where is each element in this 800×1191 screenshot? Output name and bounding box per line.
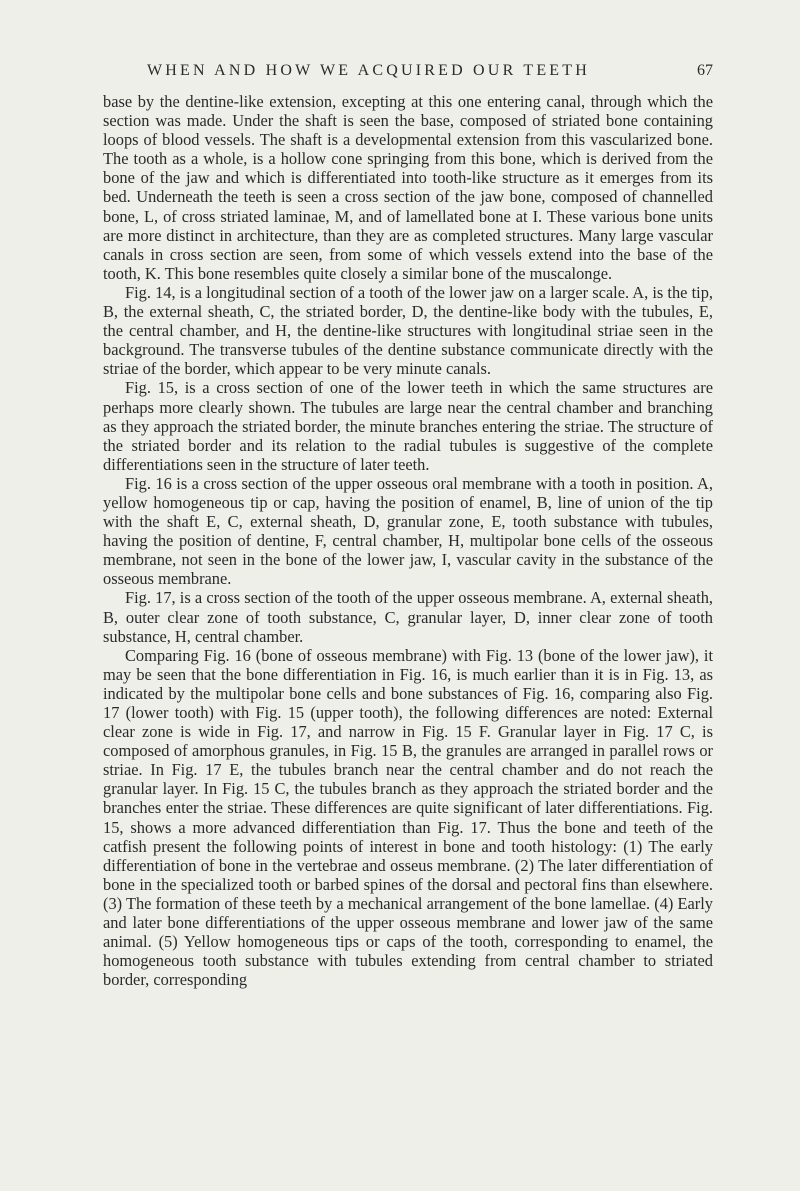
paragraph-fig-15: Fig. 15, is a cross section of one of the lower teeth in which the same structures are perhaps more clearly shown. The tubules are large near the central chamber and branching as they approach the striated border, the minute branches entering the striae. The structure of the striated border and its relation to the radial tubules is suggestive of the complete differentiations seen in the structure of later teeth.	[103, 378, 713, 474]
paragraph-fig-14: Fig. 14, is a longitudinal section of a tooth of the lower jaw on a larger scale. A, is the tip, B, the external sheath, C, the striated border, D, the dentine-like body with the tubules, E, the central chamber, and H, the dentine-like structures with longitudinal striae seen in the background. The transverse tubules of the dentine substance communicate directly with the striae of the border, which appear to be very minute canals.	[103, 282, 713, 379]
running-title: WHEN AND HOW WE ACQUIRED OUR TEETH	[147, 62, 590, 79]
page-header	[103, 62, 713, 92]
paragraph-fig-17: Fig. 17, is a cross section of the tooth of the upper osseous membrane. A, external sheath, B, outer clear zone of tooth substance, C, granular layer, D, inner clear zone of tooth substance, H, central chamber.	[103, 588, 713, 646]
paragraph-fig-16: Fig. 16 is a cross section of the upper osseous oral membrane with a tooth in position. A, yellow homogeneous tip or cap, having the position of enamel, B, line of union of the tip with the shaft E, C, external sheath, D, granular zone, E, tooth substance with tubules, having the position of dentine, F, central chamber, H, multipolar bone cells of the osseous membrane, not seen in the bone of the lower jaw, I, vascular cavity in the substance of the osseous membrane.	[103, 473, 713, 589]
page-number: 67	[697, 62, 713, 79]
paragraph-continuation: base by the dentine-like extension, excepting at this one entering canal, through which the section was made. Under the shaft is seen the base, composed of striated bone containing loops of blood vessels. The shaft is a developmental extension from this vascularized bone. The tooth as a whole, is a hollow cone springing from this bone, which is derived from the bone of the jaw and which is differentiated into tooth-like structure as it emerges from its bed. Underneath the teeth is seen a cross section of the jaw bone, composed of channelled bone, L, of cross striated laminae, M, and of lamellated bone at I. These various bone units are more distinct in architecture, than they are as completed structures. Many large vascular canals in cross section are seen, from some of which vessels extend into the base of the tooth, K. This bone resembles quite closely a similar bone of the muscalonge.	[103, 92, 713, 283]
paragraph-comparison: Comparing Fig. 16 (bone of osseous membrane) with Fig. 13 (bone of the lower jaw), it may be seen that the bone differentiation in Fig. 16, is much earlier than it is in Fig. 13, as indicated by the multipolar bone cells and bone substances of Fig. 16, comparing also Fig. 17 (lower tooth) with Fig. 15 (upper tooth), the following differences are noted: External clear zone is wide in Fig. 17, and narrow in Fig. 15 F. Granular layer in Fig. 17 C, is composed of amorphous granules, in Fig. 15 B, the granules are arranged in parallel rows or striae. In Fig. 17 E, the tubules branch near the central chamber and do not reach the granular layer. In Fig. 15 C, the tubules branch as they approach the striated border and the branches enter the striae. These differences are quite significant of later differentiations. Fig. 15, shows a more advanced differentiation than Fig. 17. Thus the bone and teeth of the catfish present the following points of interest in bone and tooth histology: (1) The early differentiation of bone in the vertebrae and osseus membrane. (2) The later differentiation of bone in the specialized tooth or barbed spines of the dorsal and pectoral fins than elsewhere. (3) The formation of these teeth by a mechanical arrangement of the bone lamellae. (4) Early and later bone differentiations of the upper osseous membrane and lower jaw of the same animal. (5) Yellow homogeneous tips or caps of the tooth, corresponding to enamel, the homogeneous tooth substance with tubules extending from central chamber to striated border, corresponding	[103, 645, 713, 990]
book-page	[103, 62, 713, 989]
body-text	[103, 92, 713, 989]
